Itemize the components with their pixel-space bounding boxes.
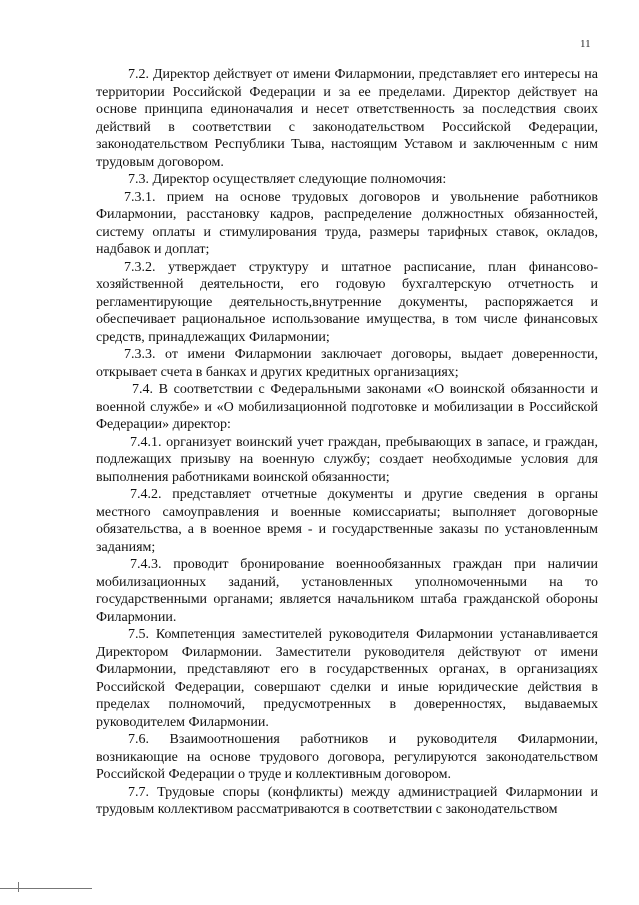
paragraph-7-3-2: 7.3.2. утверждает структуру и штатное расписание, план финансово-хозяйственной деятельности, его годовую бухгалтерскую отчетность и регламентирующие деятельность,внутренние документы, распоряжается и обеспечивает рациональное использование имущества, в том числе финансовых средств, принадлежащих Филармонии; bbox=[96, 259, 598, 345]
paragraph-7-4: 7.4. В соответствии с Федеральными законами «О воинской обязанности и военной службе» и «О мобилизационной подготовке и мобилизации в Российской Федерации» директор: bbox=[96, 382, 598, 432]
paragraph-7-2: 7.2. Директор действует от имени Филармонии, представляет его интересы на территории Российской Федерации и за ее пределами. Директор действует на основе принципа единоначалия и несет ответственность за последствия своих действий в соответствии с законодательством Российской Федерации, законодательством Республики Тыва, настоящим Уставом и заключенным с ним трудовым договором. bbox=[96, 67, 598, 170]
paragraph-7-3-1: 7.3.1. прием на основе трудовых договоров и увольнение работников Филармонии, расстановку кадров, распределение должностных обязанностей, систему оплаты и стимулирования труда, размеры тарифных ставок, окладов, надбавок и доплат; bbox=[96, 189, 598, 257]
scan-edge-tick bbox=[18, 882, 19, 892]
paragraph-7-6: 7.6. Взаимоотношения работников и руководителя Филармонии, возникающие на основе трудового договора, регулируются законодательством Российской Федерации о труде и коллективным договором. bbox=[96, 732, 598, 782]
paragraph-7-7: 7.7. Трудовые споры (конфликты) между администрацией Филармонии и трудовым коллективом рассматриваются в соответствии с законодательством bbox=[96, 784, 598, 817]
paragraph-7-4-2: 7.4.2. представляет отчетные документы и другие сведения в органы местного самоуправления и военные комиссариаты; выполняет договорные обязательства, а в военное время - и государственные заказы по установленным заданиям; bbox=[96, 487, 598, 555]
paragraph-7-3: 7.3. Директор осуществляет следующие полномочия: bbox=[128, 172, 447, 187]
document-body bbox=[96, 66, 598, 819]
paragraph-7-3-3: 7.3.3. от имени Филармонии заключает договоры, выдает доверенности, открывает счета в банках и других кредитных организациях; bbox=[96, 347, 598, 380]
page-number: 11 bbox=[580, 38, 591, 50]
paragraph-7-5: 7.5. Компетенция заместителей руководителя Филармонии устанавливается Директором Филармонии. Заместители руководителя действуют от имени Филармонии, представляют его в государственных органах, в организациях Российской Федерации, совершают сделки и иные юридические действия в пределах полномочий, предусмотренных в доверенностях, выдаваемых руководителем Филармонии. bbox=[96, 627, 598, 730]
paragraph-7-4-1: 7.4.1. организует воинский учет граждан, пребывающих в запасе, и граждан, подлежащих призыву на военную службу; создает необходимые условия для выполнения работниками воинской обязанности; bbox=[96, 434, 598, 485]
scan-edge-line bbox=[0, 888, 92, 889]
paragraph-7-4-3: 7.4.3. проводит бронирование военнообязанных граждан при наличии мобилизационных заданий, установленных уполномоченными на то государственными органами; является начальником штаба гражданской обороны Филармонии. bbox=[96, 557, 598, 625]
